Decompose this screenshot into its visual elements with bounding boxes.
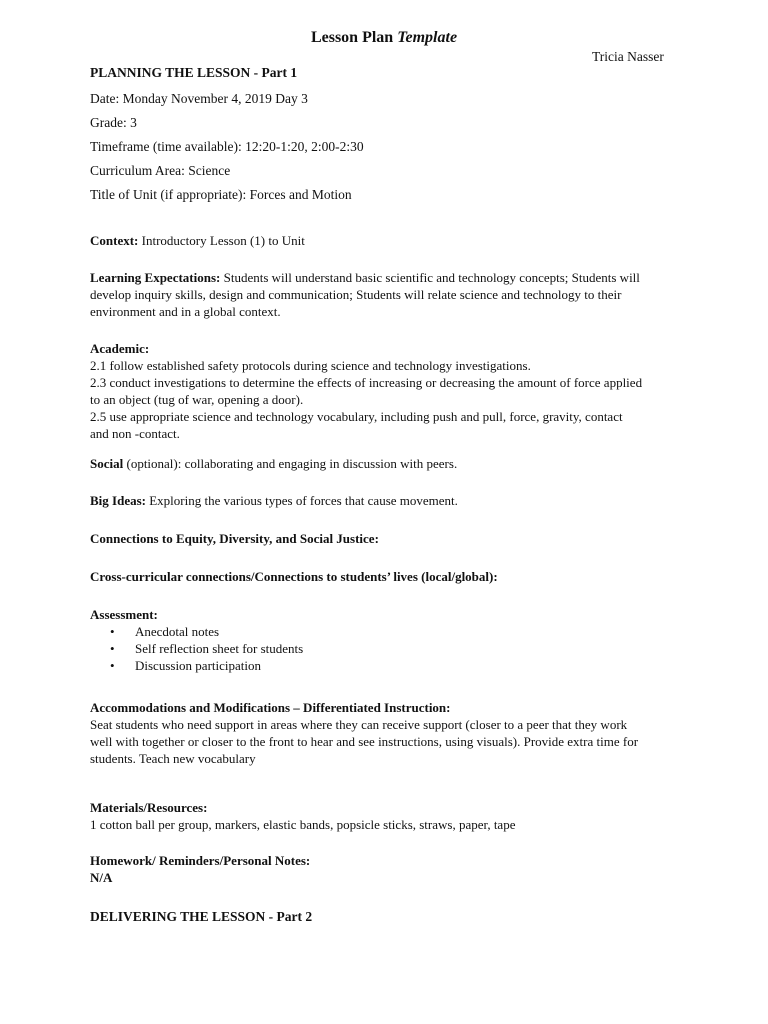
bullet-icon: • (110, 624, 115, 639)
homework-section (90, 852, 690, 886)
equity-heading: Connections to Equity, Diversity, and Social Justice: (90, 531, 379, 546)
list-item-text: Anecdotal notes (135, 624, 220, 639)
list-item (90, 623, 690, 640)
accommodations-section (90, 699, 710, 767)
accommodations-line-2: well with together or closer to the front to hear and see instructions, using visuals). Provide extra time for (90, 734, 639, 749)
big-ideas-label: Big Ideas: (90, 493, 146, 508)
list-item (90, 640, 690, 657)
academic-line: 2.1 follow established safety protocols during science and technology investigations. (90, 358, 531, 373)
academic-label: Academic: (90, 341, 150, 356)
social-line (90, 455, 457, 472)
context-line (90, 232, 305, 249)
social-text: (optional): collaborating and engaging in discussion with peers. (123, 456, 458, 471)
learning-line-1: Students will understand basic scientific and technology concepts; Students will (220, 270, 640, 285)
learning-expectations (90, 269, 710, 320)
accommodations-line-1: Seat students who need support in areas where they can receive support (closer to a peer that they work (90, 717, 628, 732)
accommodations-line-3: students. Teach new vocabulary (90, 751, 256, 766)
part2-heading: DELIVERING THE LESSON - Part 2 (90, 909, 313, 924)
academic-line: to an object (tug of war, opening a door). (90, 392, 304, 407)
big-ideas-line (90, 492, 458, 509)
bullet-icon: • (110, 658, 115, 673)
learning-label: Learning Expectations: (90, 270, 221, 285)
grade-line: Grade: 3 (90, 115, 137, 130)
assessment-list (90, 623, 690, 674)
context-label: Context: (90, 233, 139, 248)
learning-line-2: develop inquiry skills, design and communication; Students will relate science and technology to their (90, 287, 622, 302)
timeframe-line: Timeframe (time available): 12:20-1:20, 2:00-2:30 (90, 139, 364, 154)
author-name: Tricia Nasser (592, 49, 664, 64)
big-ideas-text: Exploring the various types of forces that cause movement. (145, 493, 458, 508)
materials-label: Materials/Resources: (90, 800, 208, 815)
academic-line: and non -contact. (90, 426, 180, 441)
cross-curricular-heading: Cross-curricular connections/Connections to students’ lives (local/global): (90, 569, 498, 584)
context-text: Introductory Lesson (1) to Unit (138, 233, 305, 248)
title-main: Lesson Plan (310, 29, 398, 46)
part1-heading: PLANNING THE LESSON - Part 1 (90, 65, 298, 80)
homework-value: N/A (90, 870, 113, 885)
materials-section (90, 799, 690, 833)
assessment-label: Assessment: (90, 607, 158, 622)
title-italic: Template (397, 29, 458, 46)
page-title (0, 28, 768, 48)
assessment-section (90, 606, 690, 674)
learning-line-3: environment and in a global context. (90, 304, 281, 319)
materials-text: 1 cotton ball per group, markers, elastic bands, popsicle sticks, straws, paper, tape (90, 817, 516, 832)
bullet-icon: • (110, 641, 115, 656)
list-item-text: Self reflection sheet for students (135, 641, 304, 656)
list-item (90, 657, 690, 674)
academic-line: 2.5 use appropriate science and technology vocabulary, including push and pull, force, gravity, contact (90, 409, 623, 424)
academic-section (90, 340, 710, 442)
list-item-text: Discussion participation (135, 658, 262, 673)
homework-label: Homework/ Reminders/Personal Notes: (90, 853, 311, 868)
social-label: Social (90, 456, 124, 471)
date-line: Date: Monday November 4, 2019 Day 3 (90, 91, 308, 106)
academic-line: 2.3 conduct investigations to determine the effects of increasing or decreasing the amount of force applied (90, 375, 643, 390)
unit-title-line: Title of Unit (if appropriate): Forces and Motion (90, 187, 352, 202)
accommodations-label: Accommodations and Modifications – Differentiated Instruction: (90, 700, 451, 715)
curriculum-line: Curriculum Area: Science (90, 163, 231, 178)
